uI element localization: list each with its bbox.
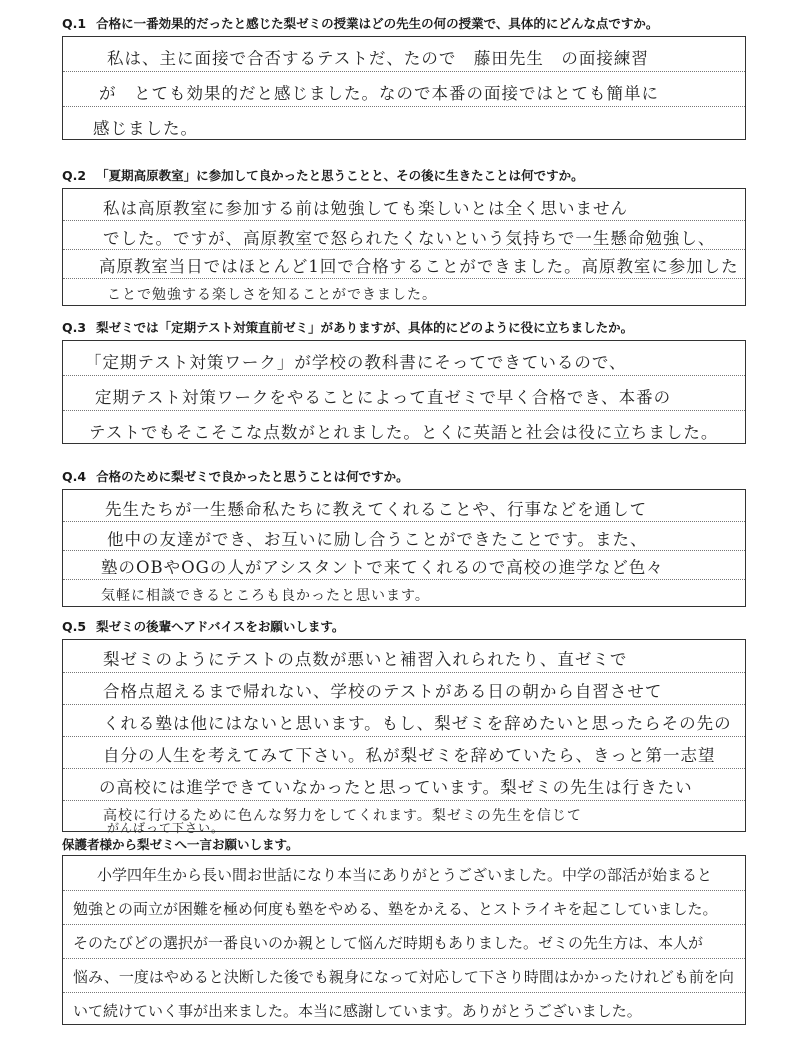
answer-box-1: [62, 36, 746, 140]
question-1-number: Q.1: [62, 16, 87, 31]
answer-5-line-1: 梨ゼミのようにテストの点数が悪いと補習入れられたり、直ゼミで: [103, 650, 628, 669]
answer-5-line-2: 合格点超えるまで帰れない、学校のテストがある日の朝から自習させて: [103, 682, 663, 701]
answer-2-line-1: 私は高原教室に参加する前は勉強しても楽しいとは全く思いません: [103, 199, 628, 218]
answer-1-line-1: 私は、主に面接で合否するテストだ、たので 藤田先生 の面接練習: [107, 49, 649, 68]
guardian-text: 保護者様から梨ゼミへ一言お願いします。: [62, 837, 299, 852]
question-5-text: 梨ゼミの後輩へアドバイスをお願いします。: [96, 619, 345, 634]
answer-4-line-3: 塾のOBやOGの人がアシスタントで来てくれるので高校の進学など色々: [101, 558, 664, 577]
answer-3-line-1: 「定期テスト対策ワーク」が学校の教科書にそってできているので、: [85, 353, 627, 372]
answer-5-line-3: くれる塾は他にはないと思います。もし、梨ゼミを辞めたいと思ったらその先の: [103, 714, 732, 733]
answer-box-4: [62, 489, 746, 607]
question-2-number: Q.2: [62, 168, 87, 183]
answer-4-line-1: 先生たちが一生懸命私たちに教えてくれることや、行事などを通して: [105, 500, 648, 519]
answer-2-line-4: ことで勉強する楽しさを知ることができました。: [107, 287, 437, 303]
answer-box-3: [62, 340, 746, 444]
question-4-title: [62, 467, 409, 485]
guardian-line-1: 小学四年生から長い間お世話になり本当にありがとうございました。中学の部活が始まると: [97, 866, 713, 884]
question-3-number: Q.3: [62, 320, 87, 335]
answer-box-2: [62, 188, 746, 306]
answer-3-line-2: 定期テスト対策ワークをやることによって直ゼミで早く合格でき、本番の: [95, 388, 672, 407]
guardian-title: [62, 835, 299, 853]
answer-5-line-5: の高校には進学できていなかったと思っています。梨ゼミの先生は行きたい: [99, 778, 693, 797]
question-3-text: 梨ゼミでは「定期テスト対策直前ゼミ」がありますが、具体的にどのように役に立ちましたか。: [96, 320, 634, 335]
answer-5-line-7: がんばって下さい。: [107, 821, 225, 835]
question-1-title: [62, 14, 658, 32]
question-5-number: Q.5: [62, 619, 87, 634]
question-4-text: 合格のために梨ゼミで良かったと思うことは何ですか。: [96, 469, 409, 484]
answer-4-line-2: 他中の友達ができ、お互いに励し合うことができたことです。また、: [107, 530, 648, 549]
guardian-line-4: 悩み、一度はやめると決断した後でも親身になって対応して下さり時間はかかったけれども前を向: [73, 968, 734, 986]
guardian-line-2: 勉強との両立が困難を極め何度も塾をやめる、塾をかえる、とストライキを起こしていました。: [73, 900, 718, 918]
answer-box-5: [62, 639, 746, 835]
answer-5-line-4: 自分の人生を考えてみて下さい。私が梨ゼミを辞めていたら、きっと第一志望: [103, 746, 716, 765]
answer-box-guardian: [62, 855, 746, 1025]
answer-5-line-6: 高校に行けるために色んな努力をしてくれます。梨ゼミの先生を信じて: [103, 808, 582, 824]
question-5-title: [62, 617, 344, 635]
answer-1-line-2: が とても効果的だと感じました。なので本番の面接ではとても簡単に: [99, 84, 659, 103]
answer-4-line-4: 気軽に相談できるところも良かったと思います。: [101, 588, 430, 604]
guardian-line-3: そのたびどの選択が一番良いのか親として悩んだ時期もありました。ゼミの先生方は、本人が: [73, 934, 704, 952]
question-4-number: Q.4: [62, 469, 87, 484]
question-2-title: [62, 166, 584, 184]
question-3-title: [62, 318, 633, 336]
answer-2-line-2: でした。ですが、高原教室で怒られたくないという気持ちで一生懸命勉強し、: [103, 229, 716, 248]
question-1-text: 合格に一番効果的だったと感じた梨ゼミの授業はどの先生の何の授業で、具体的にどんな点ですか。: [96, 16, 659, 31]
question-2-text: 「夏期高原教室」に参加して良かったと思うことと、その後に生きたことは何ですか。: [96, 168, 584, 183]
guardian-line-5: いて続けていく事が出来ました。本当に感謝しています。ありがとうございました。: [73, 1002, 642, 1020]
answer-2-line-3: 高原教室当日ではほとんど1回で合格することができました。高原教室に参加した: [99, 257, 739, 276]
answer-3-line-3: テストでもそこそこな点数がとれました。とくに英語と社会は役に立ちました。: [89, 423, 719, 442]
answer-1-line-3: 感じました。: [93, 119, 198, 138]
